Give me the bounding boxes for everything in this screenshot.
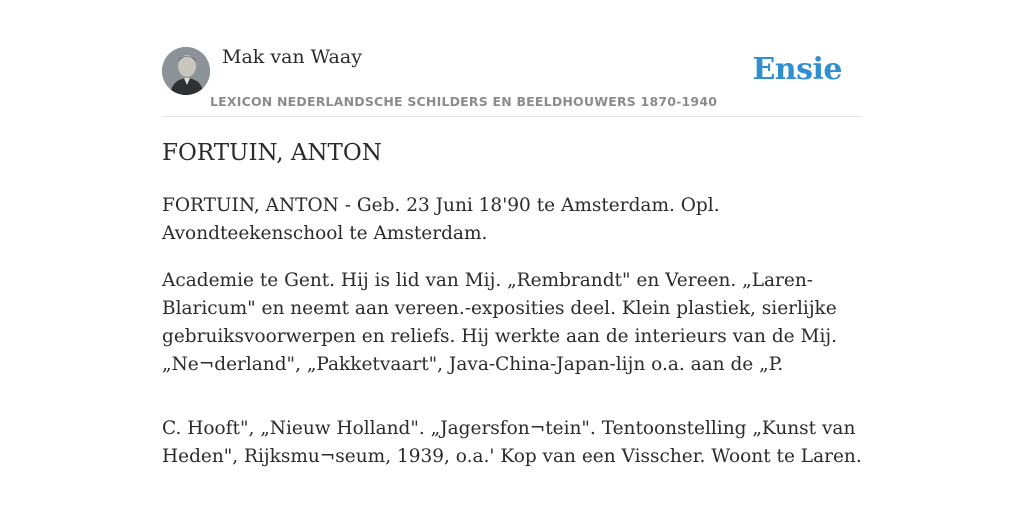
article-title: FORTUIN, ANTON	[162, 140, 382, 166]
author-name[interactable]: Mak van Waay	[222, 46, 362, 68]
article-paragraph: FORTUIN, ANTON - Geb. 23 Juni 18'90 te Amsterdam. Opl. Avondteekenschool te Amsterdam.	[162, 195, 720, 244]
article-body	[162, 192, 872, 490]
article-paragraph: C. Hooft", „Nieuw Holland". „Jagersfon¬tein". Tentoonstelling „Kunst van Heden", Rijksmu¬seum, 1939, o.a.' Kop van een Visscher. Woont te Laren.	[162, 418, 862, 467]
article-paragraph: Academie te Gent. Hij is lid van Mij. „Rembrandt" en Vereen. „Laren-Blaricum" en neemt aan vereen.-exposities deel. Klein plastiek, sierlijke gebruiksvoorwerpen en reliefs. Hij werkte aan de interieurs van de Mij. „Ne¬derland", „Pakketvaart", Java-China-Japan-lijn o.a. aan de „P.	[162, 270, 837, 375]
page-container	[162, 0, 862, 467]
author-avatar[interactable]	[162, 47, 210, 95]
ensie-logo[interactable]: Ensie	[752, 52, 842, 87]
portrait-image	[162, 47, 210, 95]
lexicon-subtitle[interactable]: LEXICON NEDERLANDSCHE SCHILDERS EN BEELDHOUWERS 1870-1940	[210, 94, 718, 109]
page-header	[162, 0, 862, 117]
